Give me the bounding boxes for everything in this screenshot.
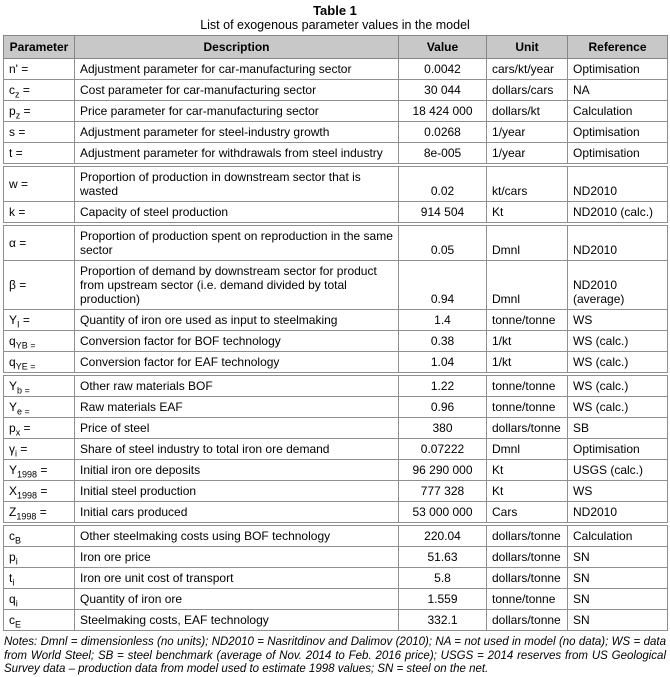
unit-cell: dollars/tonne bbox=[487, 610, 568, 631]
value-cell: 1.04 bbox=[399, 352, 487, 373]
table-row bbox=[4, 101, 668, 122]
value-cell: 380 bbox=[399, 418, 487, 439]
unit-cell: Kt bbox=[487, 202, 568, 223]
table-row bbox=[4, 331, 668, 352]
description-cell: Other raw materials BOF bbox=[75, 376, 399, 397]
parameter-table bbox=[3, 35, 667, 631]
description-cell: Quantity of iron ore bbox=[75, 589, 399, 610]
unit-cell: cars/kt/year bbox=[487, 59, 568, 80]
parameter-table-section bbox=[3, 166, 668, 223]
reference-cell: WS (calc.) bbox=[568, 331, 668, 352]
unit-cell: Kt bbox=[487, 460, 568, 481]
description-cell: Conversion factor for BOF technology bbox=[75, 331, 399, 352]
param-cell: $c_B$ bbox=[4, 526, 75, 547]
reference-cell: Optimisation bbox=[568, 143, 668, 164]
description-cell: Iron ore price bbox=[75, 547, 399, 568]
value-cell: 53 000 000 bbox=[399, 502, 487, 523]
value-cell: 30 044 bbox=[399, 80, 487, 101]
param-cell: $Y_I$ = bbox=[4, 310, 75, 331]
unit-cell: tonne/tonne bbox=[487, 376, 568, 397]
table-row bbox=[4, 376, 668, 397]
param-cell: $X_{1998}$ = bbox=[4, 481, 75, 502]
unit-cell: dollars/kt bbox=[487, 101, 568, 122]
param-cell: t = bbox=[4, 143, 75, 164]
description-cell: Adjustment parameter for car-manufacturing sector bbox=[75, 59, 399, 80]
table-title: Table 1 bbox=[313, 3, 357, 18]
param-cell: $q_i$ bbox=[4, 589, 75, 610]
unit-cell: dollars/tonne bbox=[487, 526, 568, 547]
reference-cell: WS bbox=[568, 310, 668, 331]
unit-cell: 1/kt bbox=[487, 331, 568, 352]
table-row bbox=[4, 261, 668, 310]
param-cell: n' = bbox=[4, 59, 75, 80]
column-header-value: Value bbox=[399, 36, 487, 59]
reference-cell: ND2010 (calc.) bbox=[568, 202, 668, 223]
value-cell: 1.4 bbox=[399, 310, 487, 331]
table-row bbox=[4, 310, 668, 331]
value-cell: 0.38 bbox=[399, 331, 487, 352]
table-row bbox=[4, 167, 668, 202]
unit-cell: kt/cars bbox=[487, 167, 568, 202]
column-header-reference: Reference bbox=[568, 36, 668, 59]
reference-cell: Optimisation bbox=[568, 59, 668, 80]
reference-cell: WS (calc.) bbox=[568, 397, 668, 418]
reference-cell: SN bbox=[568, 547, 668, 568]
table-row bbox=[4, 143, 668, 164]
table-row bbox=[4, 481, 668, 502]
unit-cell: dollars/tonne bbox=[487, 418, 568, 439]
description-cell: Adjustment parameter for withdrawals from steel industry bbox=[75, 143, 399, 164]
param-cell: $q_{YE =}$ bbox=[4, 352, 75, 373]
reference-cell: SN bbox=[568, 589, 668, 610]
value-cell: 18 424 000 bbox=[399, 101, 487, 122]
param-cell: $c_z$ = bbox=[4, 80, 75, 101]
table-row bbox=[4, 397, 668, 418]
reference-cell: Calculation bbox=[568, 526, 668, 547]
value-cell: 332.1 bbox=[399, 610, 487, 631]
reference-cell: WS (calc.) bbox=[568, 376, 668, 397]
description-cell: Initial iron ore deposits bbox=[75, 460, 399, 481]
table-row bbox=[4, 122, 668, 143]
parameter-table-section bbox=[3, 225, 668, 373]
param-cell: $Y_{e =}$ bbox=[4, 397, 75, 418]
reference-cell: USGS (calc.) bbox=[568, 460, 668, 481]
value-cell: 0.02 bbox=[399, 167, 487, 202]
table-header-row bbox=[4, 36, 668, 59]
unit-cell: Kt bbox=[487, 481, 568, 502]
value-cell: 0.0042 bbox=[399, 59, 487, 80]
table-row bbox=[4, 589, 668, 610]
table-row bbox=[4, 80, 668, 101]
description-cell: Initial cars produced bbox=[75, 502, 399, 523]
description-cell: Capacity of steel production bbox=[75, 202, 399, 223]
unit-cell: tonne/tonne bbox=[487, 397, 568, 418]
column-header-parameter: Parameter bbox=[4, 36, 75, 59]
param-cell: $\gamma_i$ = bbox=[4, 439, 75, 460]
reference-cell: ND2010 bbox=[568, 167, 668, 202]
unit-cell: 1/year bbox=[487, 122, 568, 143]
description-cell: Quantity of iron ore used as input to steelmaking bbox=[75, 310, 399, 331]
value-cell: 914 504 bbox=[399, 202, 487, 223]
value-cell: 777 328 bbox=[399, 481, 487, 502]
unit-cell: tonne/tonne bbox=[487, 310, 568, 331]
unit-cell: 1/year bbox=[487, 143, 568, 164]
description-cell: Initial steel production bbox=[75, 481, 399, 502]
param-cell: α = bbox=[4, 226, 75, 261]
table-row bbox=[4, 526, 668, 547]
unit-cell: Cars bbox=[487, 502, 568, 523]
value-cell: 96 290 000 bbox=[399, 460, 487, 481]
description-cell: Price parameter for car-manufacturing sector bbox=[75, 101, 399, 122]
table-row bbox=[4, 568, 668, 589]
param-cell: $Z_{1998}$ = bbox=[4, 502, 75, 523]
param-cell: $p_z$ = bbox=[4, 101, 75, 122]
unit-cell: tonne/tonne bbox=[487, 589, 568, 610]
value-cell: 8e-005 bbox=[399, 143, 487, 164]
param-cell: $t_i$ bbox=[4, 568, 75, 589]
value-cell: 51.63 bbox=[399, 547, 487, 568]
reference-cell: Calculation bbox=[568, 101, 668, 122]
reference-cell: ND2010 bbox=[568, 226, 668, 261]
description-cell: Price of steel bbox=[75, 418, 399, 439]
parameter-table-section bbox=[3, 375, 668, 523]
param-cell: s = bbox=[4, 122, 75, 143]
table-row bbox=[4, 502, 668, 523]
unit-cell: Dmnl bbox=[487, 261, 568, 310]
table-subtitle: List of exogenous parameter values in the model bbox=[200, 18, 470, 32]
reference-cell: Optimisation bbox=[568, 122, 668, 143]
reference-cell: Optimisation bbox=[568, 439, 668, 460]
table-row bbox=[4, 460, 668, 481]
value-cell: 1.559 bbox=[399, 589, 487, 610]
reference-cell: SN bbox=[568, 568, 668, 589]
reference-cell: ND2010 bbox=[568, 502, 668, 523]
table-row bbox=[4, 547, 668, 568]
table-row bbox=[4, 439, 668, 460]
table-row bbox=[4, 202, 668, 223]
description-cell: Raw materials EAF bbox=[75, 397, 399, 418]
value-cell: 5.8 bbox=[399, 568, 487, 589]
description-cell: Conversion factor for EAF technology bbox=[75, 352, 399, 373]
table-row bbox=[4, 610, 668, 631]
description-cell: Proportion of production spent on reproduction in the same sector bbox=[75, 226, 399, 261]
unit-cell: Dmnl bbox=[487, 226, 568, 261]
unit-cell: dollars/tonne bbox=[487, 568, 568, 589]
column-header-description: Description bbox=[75, 36, 399, 59]
param-cell: $p_i$ bbox=[4, 547, 75, 568]
description-cell: Share of steel industry to total iron ore demand bbox=[75, 439, 399, 460]
reference-cell: SN bbox=[568, 610, 668, 631]
unit-cell: dollars/tonne bbox=[487, 547, 568, 568]
param-cell: $p_x$ = bbox=[4, 418, 75, 439]
reference-cell: WS bbox=[568, 481, 668, 502]
column-header-unit: Unit bbox=[487, 36, 568, 59]
reference-cell: SB bbox=[568, 418, 668, 439]
description-cell: Proportion of production in downstream sector that is wasted bbox=[75, 167, 399, 202]
table-row bbox=[4, 59, 668, 80]
table-notes: Notes: Dmnl = dimensionless (no units); ND2010 = Nasritdinov and Dalimov (2010); NA = not used in model (no data); WS = data from World Steel; SB = steel benchmark (average of Nov. 2014 to Feb. 2016 price); USGS = 2014 reserves from US Geological Survey data – production data from model used to estimate 1998 values; SN = steel on the net. bbox=[4, 636, 666, 675]
param-cell: k = bbox=[4, 202, 75, 223]
value-cell: 220.04 bbox=[399, 526, 487, 547]
reference-cell: NA bbox=[568, 80, 668, 101]
table-row bbox=[4, 226, 668, 261]
unit-cell: 1/kt bbox=[487, 352, 568, 373]
unit-cell: Dmnl bbox=[487, 439, 568, 460]
value-cell: 0.94 bbox=[399, 261, 487, 310]
value-cell: 0.07222 bbox=[399, 439, 487, 460]
value-cell: 0.96 bbox=[399, 397, 487, 418]
param-cell: $q_{YB =}$ bbox=[4, 331, 75, 352]
value-cell: 0.05 bbox=[399, 226, 487, 261]
param-cell: $Y_{1998}$ = bbox=[4, 460, 75, 481]
value-cell: 0.0268 bbox=[399, 122, 487, 143]
param-cell: w = bbox=[4, 167, 75, 202]
param-cell: $c_E$ bbox=[4, 610, 75, 631]
param-cell: $Y_{b =}$ bbox=[4, 376, 75, 397]
description-cell: Proportion of demand by downstream sector for product from upstream sector (i.e. demand divided by total production) bbox=[75, 261, 399, 310]
parameter-table-section bbox=[3, 525, 668, 631]
description-cell: Adjustment parameter for steel-industry growth bbox=[75, 122, 399, 143]
unit-cell: dollars/cars bbox=[487, 80, 568, 101]
description-cell: Cost parameter for car-manufacturing sector bbox=[75, 80, 399, 101]
table-row bbox=[4, 352, 668, 373]
reference-cell: ND2010 (average) bbox=[568, 261, 668, 310]
param-cell: β = bbox=[4, 261, 75, 310]
parameter-table-section bbox=[3, 35, 668, 164]
description-cell: Other steelmaking costs using BOF technology bbox=[75, 526, 399, 547]
table-row bbox=[4, 418, 668, 439]
value-cell: 1.22 bbox=[399, 376, 487, 397]
description-cell: Iron ore unit cost of transport bbox=[75, 568, 399, 589]
description-cell: Steelmaking costs, EAF technology bbox=[75, 610, 399, 631]
reference-cell: WS (calc.) bbox=[568, 352, 668, 373]
